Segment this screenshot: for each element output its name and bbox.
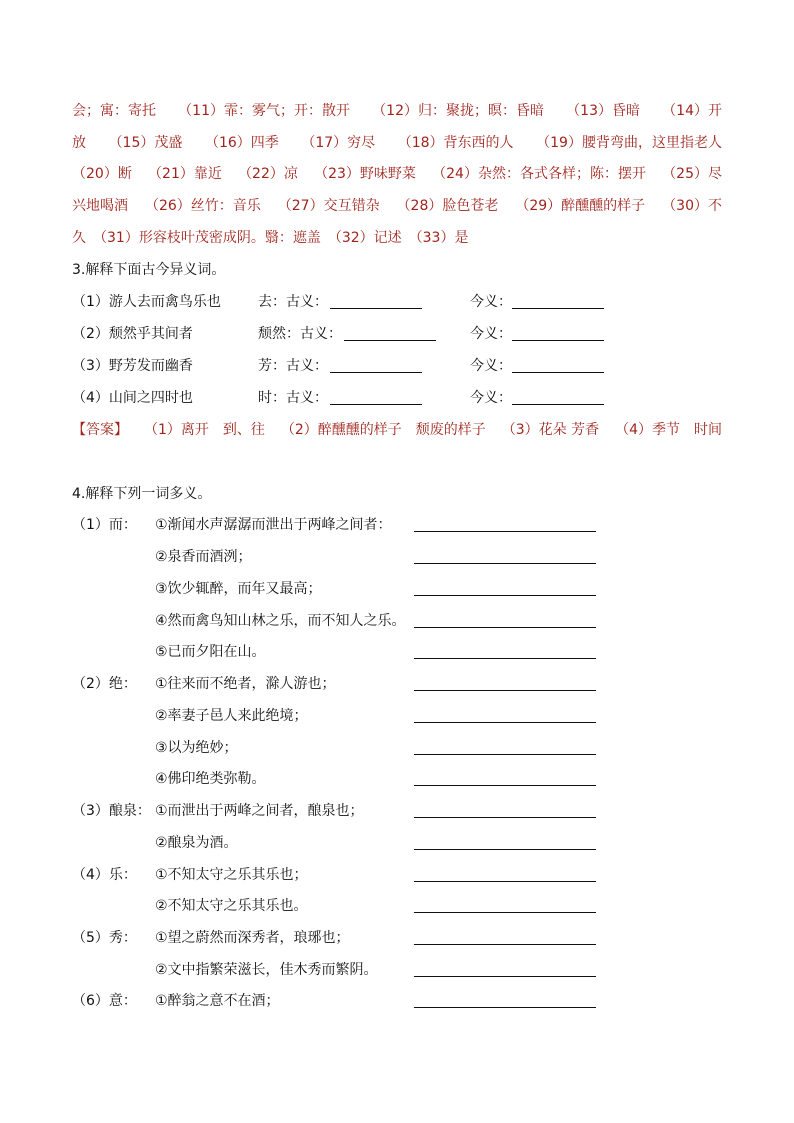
group-item: ③以为绝妙； [155,740,238,756]
group-item: ①望之蔚然而深秀者，琅琊也； [155,930,350,946]
answer-blank[interactable] [344,340,436,341]
answer-segment: （3）花朵 芳香 [501,422,600,438]
answer-line-2 [72,133,722,153]
answer-blank[interactable] [414,690,596,691]
answer-blank[interactable] [414,722,596,723]
row-today: 今义： [470,326,512,342]
answer-blank[interactable] [414,531,596,532]
answer-segment: （25）尽 [662,166,722,182]
answer-segment: 兴地喝酒 [72,198,128,214]
answer-segment: 会；寓：寄托 [72,103,156,119]
answer-blank[interactable] [414,627,596,628]
group-item: ②泉香而酒洌； [155,549,252,565]
answer-segment: （18）背东西的人 [397,135,514,151]
group-item: ②不知太守之乐其乐也。 [155,898,308,914]
row-sentence: （3）野芳发而幽香 [72,358,193,374]
answer-segment: （23）野味野菜 [314,166,416,182]
answer-segment: （16）四季 [204,135,279,151]
answer-segment: （29）醉醺醺的样子 [515,198,646,214]
group-label: （2）绝： [72,676,137,692]
group-item: ②酿泉为酒。 [155,835,238,851]
row-today: 今义： [470,358,512,374]
answer-segment: 放 [72,135,86,151]
answer-blank[interactable] [414,1007,596,1008]
group-item: ③饮少辄醉，而年又最高； [155,581,322,597]
answer-label: 【答案】 [72,422,128,438]
group-item: ④然而禽鸟知山林之乐，而不知人之乐。 [155,613,406,629]
answer-blank[interactable] [512,372,604,373]
answer-segment: （17）穷尽 [301,135,376,151]
row-word: 去：古义： [258,294,328,310]
group-item: ①而泄出于两峰之间者，酿泉也； [155,803,364,819]
answer-line-4 [72,196,722,216]
group-item: ②文中指繁荣滋长，佳木秀而繁阴。 [155,962,378,978]
answer-segment: （14）开 [662,103,722,119]
group-label: （5）秀： [72,930,137,946]
group-item: ②率妻子邑人来此绝境； [155,708,308,724]
answer-blank[interactable] [414,595,596,596]
answer-segment: （2）醉醺醺的样子 颓废的样子 [280,422,486,438]
group-item: ④佛印绝类弥勒。 [155,771,266,787]
group-item: ①往来而不绝者，滁人游也； [155,676,336,692]
group-item: ①不知太守之乐其乐也； [155,867,308,883]
question-3-answer [72,420,722,440]
answer-blank[interactable] [330,372,422,373]
answer-blank[interactable] [330,404,422,405]
group-label: （1）而： [72,517,137,533]
row-sentence: （4）山间之四时也 [72,390,193,406]
answer-blank[interactable] [414,912,596,913]
answer-blank[interactable] [512,404,604,405]
answer-blank[interactable] [512,340,604,341]
answer-segment: （20）断 [72,166,132,182]
answer-segment: （15）茂盛 [108,135,183,151]
answer-segment: （1）离开 到、往 [143,422,265,438]
answer-blank[interactable] [414,754,596,755]
answer-blank[interactable] [414,976,596,977]
answer-line-1 [72,101,722,121]
answer-blank[interactable] [414,881,596,882]
answer-segment: （28）脸色苍老 [396,198,499,214]
row-sentence: （1）游人去而禽鸟乐也 [72,294,221,310]
answer-segment: （22）凉 [238,166,298,182]
row-today: 今义： [470,390,512,406]
answer-line-5: 久 （31）形容枝叶茂密成阴。翳：遮盖 （32）记述 （33）是 [72,230,469,246]
row-sentence: （2）颓然乎其间者 [72,326,193,342]
group-item: ①醉翁之意不在酒； [155,993,280,1009]
answer-segment: （21）靠近 [148,166,222,182]
row-word: 时：古义： [258,390,328,406]
group-item: ①渐闻水声潺潺而泄出于两峰之间者： [155,517,392,533]
row-word: 颓然：古义： [258,326,342,342]
group-label: （6）意： [72,993,137,1009]
group-label: （4）乐： [72,867,137,883]
answer-segment: （24）杂然：各式各样；陈：摆开 [432,166,646,182]
answer-segment: （13）昏暗 [566,103,640,119]
question-3-title: 3.解释下面古今异义词。 [72,262,226,278]
group-item: ⑤已而夕阳在山。 [155,644,266,660]
answer-segment: （19）腰背弯曲，这里指老人 [536,135,722,151]
answer-blank[interactable] [414,785,596,786]
answer-segment: （4）季节 时间 [615,422,722,438]
answer-segment: （30）不 [662,198,722,214]
group-label: （3）酿泉： [72,803,151,819]
answer-line-3 [72,164,722,184]
answer-blank[interactable] [414,563,596,564]
answer-segment: （26）丝竹：音乐 [144,198,261,214]
question-4-title: 4.解释下列一词多义。 [72,486,212,502]
answer-blank[interactable] [414,944,596,945]
answer-blank[interactable] [330,308,422,309]
row-today: 今义： [470,294,512,310]
answer-segment: （12）归：聚拢；暝：昏暗 [372,103,544,119]
answer-segment: （27）交互错杂 [277,198,380,214]
answer-segment: （11）霏：雾气；开：散开 [178,103,350,119]
answer-blank[interactable] [414,817,596,818]
row-word: 芳：古义： [258,358,328,374]
answer-blank[interactable] [414,658,596,659]
answer-blank[interactable] [414,849,596,850]
answer-blank[interactable] [512,308,604,309]
